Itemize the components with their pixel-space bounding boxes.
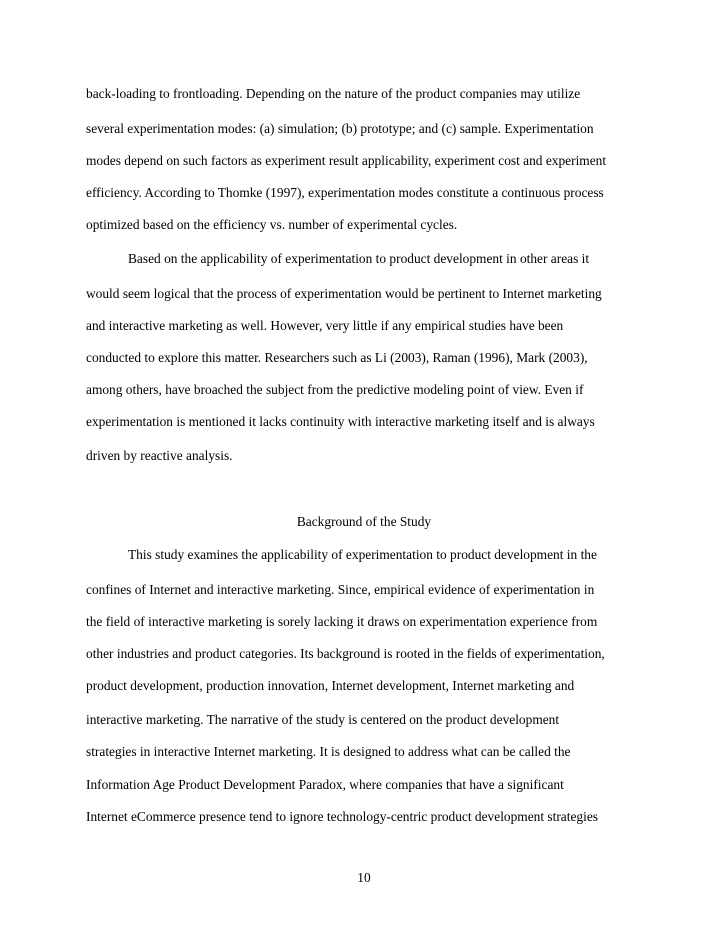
paragraph-line: Internet eCommerce presence tend to ignore technology-centric product development strategies — [86, 809, 598, 824]
paragraph-line: modes depend on such factors as experiment result applicability, experiment cost and experiment — [86, 153, 607, 168]
paragraph-line: efficiency. According to Thomke (1997), experimentation modes constitute a continuous process — [86, 185, 604, 200]
paragraph-line: would seem logical that the process of experimentation would be pertinent to Internet marketing — [86, 286, 602, 301]
paragraph-line: confines of Internet and interactive marketing. Since, empirical evidence of experimentation in — [86, 582, 595, 597]
paragraph-line: and interactive marketing as well. However, very little if any empirical studies have been — [86, 318, 564, 333]
page-number: 10 — [357, 870, 371, 885]
paragraph-line: several experimentation modes: (a) simulation; (b) prototype; and (c) sample. Experimentation — [86, 121, 594, 136]
paragraph-line: the field of interactive marketing is sorely lacking it draws on experimentation experience from — [86, 614, 598, 629]
paragraph-line: experimentation is mentioned it lacks continuity with interactive marketing itself and is always — [86, 414, 595, 429]
paragraph-line: product development, production innovation, Internet development, Internet marketing and — [86, 678, 575, 693]
paragraph-line: interactive marketing. The narrative of the study is centered on the product development — [86, 712, 560, 727]
paragraph-line: driven by reactive analysis. — [86, 448, 233, 463]
section-heading: Background of the Study — [296, 514, 432, 529]
paragraph-line: Information Age Product Development Paradox, where companies that have a significant — [86, 777, 564, 792]
paragraph-first-line: This study examines the applicability of experimentation to product development in the — [128, 547, 597, 562]
paragraph-line: other industries and product categories. Its background is rooted in the fields of experimentation, — [86, 646, 605, 661]
paragraph-line: optimized based on the efficiency vs. number of experimental cycles. — [86, 217, 458, 232]
paragraph-line: conducted to explore this matter. Researchers such as Li (2003), Raman (1996), Mark (2003), — [86, 350, 588, 365]
paragraph-line: among others, have broached the subject from the predictive modeling point of view. Even if — [86, 382, 584, 397]
paragraph-line: strategies in interactive Internet marketing. It is designed to address what can be called the — [86, 744, 571, 759]
paragraph-line: back-loading to frontloading. Depending on the nature of the product companies may utilize — [86, 86, 581, 101]
paragraph-first-line: Based on the applicability of experimentation to product development in other areas it — [128, 251, 590, 266]
